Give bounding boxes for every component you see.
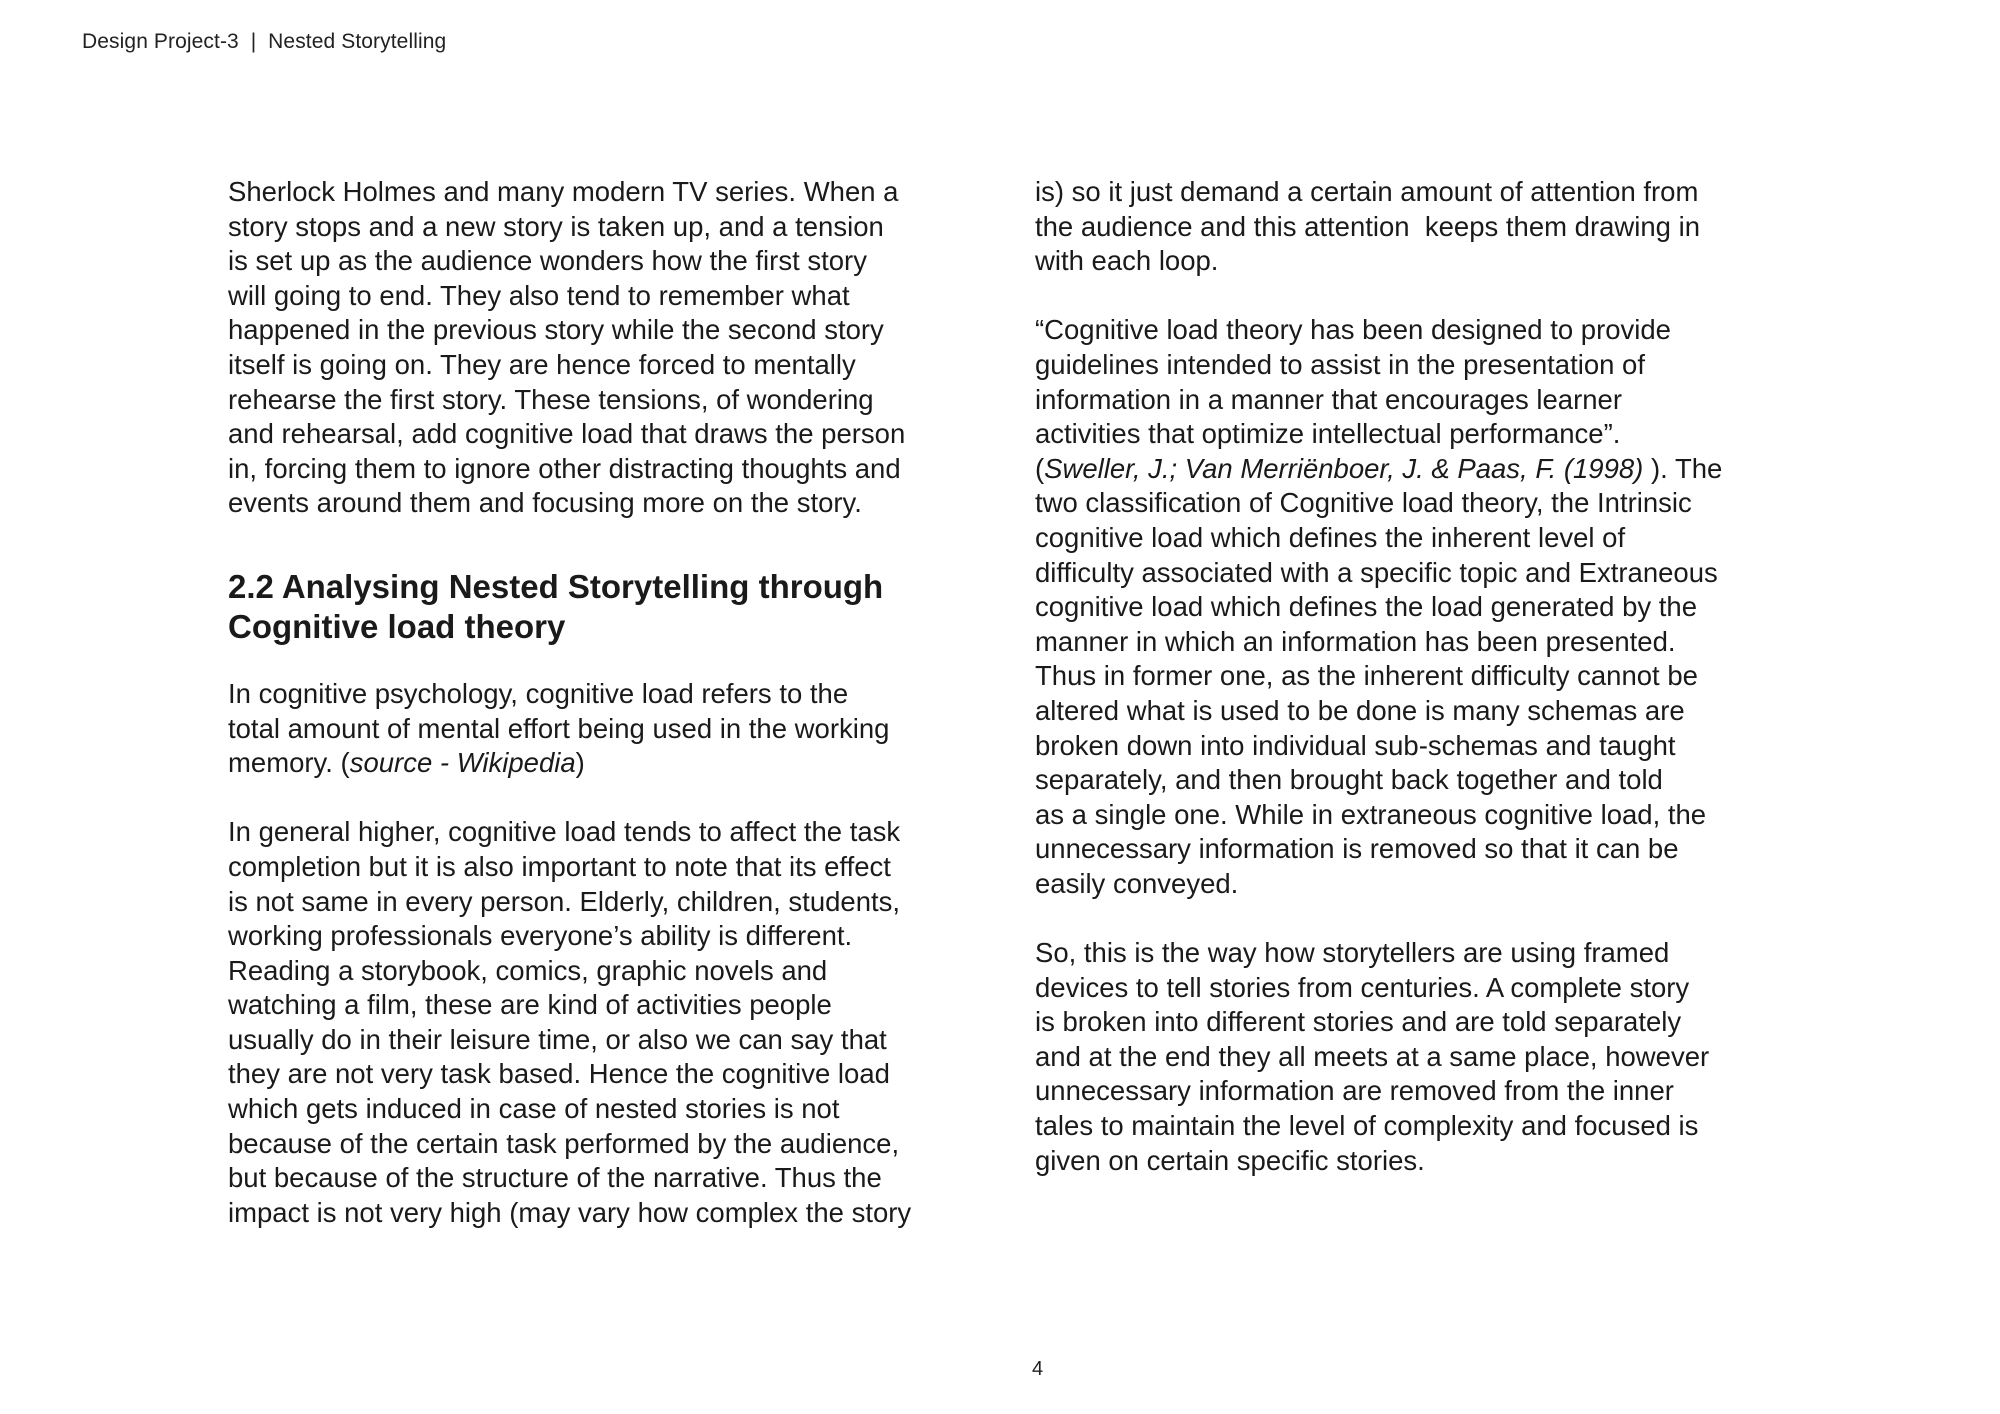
text-line: Sherlock Holmes and many modern TV series. When a — [228, 176, 899, 207]
text-line: with each loop. — [1035, 245, 1219, 277]
section-heading — [228, 567, 998, 647]
text-line-with-source — [228, 746, 998, 781]
text-line: they are not very task based. Hence the cognitive load — [228, 1058, 890, 1090]
text-line: and rehearsal, add cognitive load that draws the person — [228, 418, 906, 450]
text-line: guidelines intended to assist in the presentation of — [1035, 348, 1645, 380]
heading-line: Cognitive load theory — [228, 607, 566, 645]
source-citation: source - Wikipedia — [349, 747, 576, 779]
citation-reference: Sweller, J.; Van Merriënboer, J. & Paas, F. (1998) — [1044, 452, 1644, 484]
text-line: difficulty associated with a specific topic and Extraneous — [1035, 556, 1718, 588]
text-line: as a single one. While in extraneous cognitive load, the — [1035, 798, 1707, 830]
right-column — [1035, 175, 1835, 1178]
page-number: 4 — [1032, 1358, 1044, 1380]
text-line: will going to end. They also tend to remember what — [228, 279, 850, 311]
text-line: and at the end they all meets at a same place, however — [1035, 1040, 1710, 1072]
text-line: the audience and this attention keeps them drawing in — [1035, 210, 1701, 242]
text-line: broken down into individual sub-schemas and taught — [1035, 729, 1676, 761]
text-line: cognitive load which defines the inherent level of — [1035, 521, 1626, 553]
source-suffix: ) — [575, 747, 585, 779]
text-line: altered what is used to be done is many schemas are — [1035, 694, 1685, 726]
paragraph-attention — [1035, 175, 1835, 279]
text-line: which gets induced in case of nested stories is not — [228, 1093, 840, 1125]
text-line: is broken into different stories and are told separately — [1035, 1006, 1682, 1038]
text-line: impact is not very high (may vary how complex the story — [228, 1196, 912, 1228]
paragraph-sherlock — [228, 175, 998, 521]
text-line: completion but it is also important to note that its effect — [228, 850, 891, 882]
text-line: tales to maintain the level of complexity and focused is — [1035, 1110, 1699, 1142]
paragraph-cognitive-load-theory — [1035, 313, 1835, 901]
text-line: is) so it just demand a certain amount of attention from — [1035, 176, 1699, 207]
text-line: given on certain specific stories. — [1035, 1144, 1425, 1176]
text-line: In general higher, cognitive load tends to affect the task — [228, 816, 901, 848]
citation-line — [1035, 452, 1835, 487]
paragraph-general — [228, 815, 998, 1230]
text-line: because of the certain task performed by the audience, — [228, 1127, 900, 1159]
text-line: easily conveyed. — [1035, 867, 1239, 899]
text-line: devices to tell stories from centuries. A complete story — [1035, 971, 1690, 1003]
text-line: “Cognitive load theory has been designed to provide — [1035, 314, 1671, 346]
citation-prefix: ( — [1035, 452, 1045, 484]
header-title: Nested Storytelling — [268, 30, 447, 53]
text-line: usually do in their leisure time, or also we can say that — [228, 1023, 887, 1055]
text-line: unnecessary information is removed so that it can be — [1035, 833, 1679, 865]
text-line: separately, and then brought back together and told — [1035, 764, 1663, 796]
source-prefix: memory. ( — [228, 747, 350, 779]
text-line: in, forcing them to ignore other distracting thoughts and — [228, 452, 901, 484]
text-line: watching a film, these are kind of activities people — [228, 989, 832, 1021]
text-line: is set up as the audience wonders how the first story — [228, 245, 867, 277]
text-line: Reading a storybook, comics, graphic novels and — [228, 954, 828, 986]
text-line: information in a manner that encourages learner — [1035, 383, 1623, 415]
text-line: events around them and focusing more on the story. — [228, 487, 862, 519]
text-line: but because of the structure of the narrative. Thus the — [228, 1162, 882, 1194]
text-line: story stops and a new story is taken up, and a tension — [228, 210, 884, 242]
text-line: activities that optimize intellectual performance”. — [1035, 418, 1621, 450]
running-header — [82, 30, 446, 54]
left-column — [228, 175, 998, 1230]
text-line: cognitive load which defines the load generated by the — [1035, 591, 1697, 623]
heading-line: 2.2 Analysing Nested Storytelling through — [228, 567, 884, 605]
header-project: Design Project-3 — [82, 30, 239, 53]
text-line: happened in the previous story while the second story — [228, 314, 884, 346]
text-line: two classification of Cognitive load theory, the Intrinsic — [1035, 487, 1692, 519]
text-line: working professionals everyone’s ability is different. — [228, 920, 853, 952]
text-line: is not same in every person. Elderly, children, students, — [228, 885, 901, 917]
text-line: In cognitive psychology, cognitive load refers to the — [228, 677, 849, 709]
text-line: manner in which an information has been presented. — [1035, 625, 1676, 657]
text-line: total amount of mental effort being used in the working — [228, 712, 890, 744]
text-line: unnecessary information are removed from the inner — [1035, 1075, 1674, 1107]
paragraph-definition — [228, 677, 998, 781]
paragraph-conclusion — [1035, 936, 1835, 1178]
citation-suffix: ). The — [1643, 452, 1723, 484]
text-line: Thus in former one, as the inherent difficulty cannot be — [1035, 660, 1698, 692]
text-line: So, this is the way how storytellers are using framed — [1035, 937, 1670, 969]
header-separator: | — [250, 30, 257, 53]
text-line: itself is going on. They are hence forced to mentally — [228, 348, 856, 380]
text-line: rehearse the first story. These tensions, of wondering — [228, 383, 874, 415]
